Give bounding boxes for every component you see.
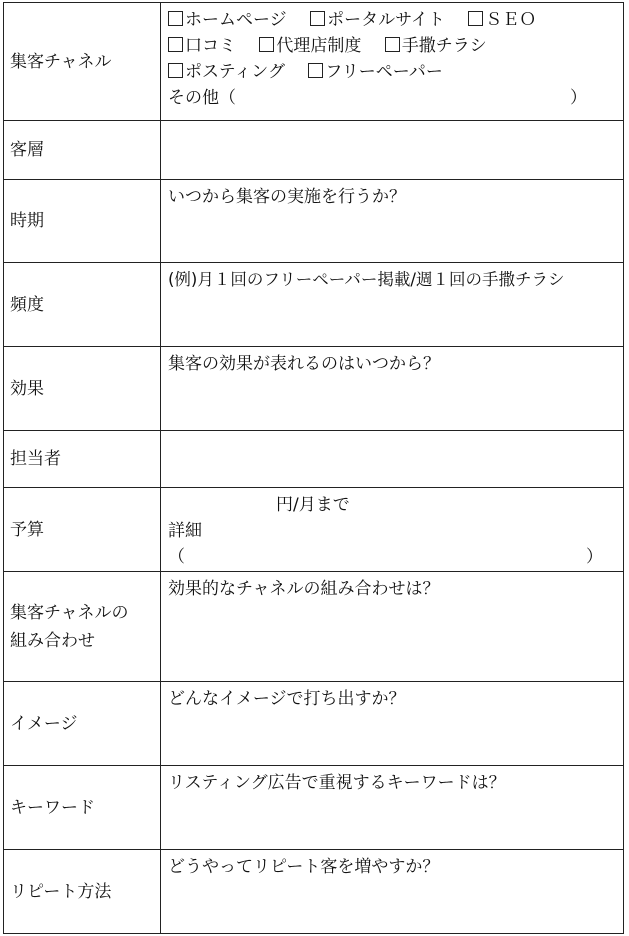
budget-content <box>161 488 624 572</box>
row-label: イメージ <box>4 682 161 766</box>
checkbox-option[interactable]: ホームページ <box>168 7 287 33</box>
checkbox-icon[interactable] <box>168 11 183 26</box>
detail-open: （ <box>168 547 185 567</box>
label-line: 集客チャネルの <box>10 602 129 623</box>
row-label: 時期 <box>4 180 161 263</box>
row-content[interactable]: どうやってリピート客を増やすか？ <box>161 850 624 934</box>
row-label: 効果 <box>4 347 161 431</box>
row-label: 頻度 <box>4 263 161 347</box>
row-label: 担当者 <box>4 431 161 488</box>
budget-amount[interactable]: 円/月まで <box>276 495 350 515</box>
row-content[interactable]: 効果的なチャネルの組み合わせは？ <box>161 572 624 682</box>
checkbox-icon[interactable] <box>310 11 325 26</box>
table-row-repeat <box>4 850 624 934</box>
checkbox-icon[interactable] <box>168 37 183 52</box>
checkbox-option[interactable]: 代理店制度 <box>259 33 361 59</box>
table-row-person <box>4 431 624 488</box>
other-label: その他（ <box>168 88 236 108</box>
row-label: 客層 <box>4 121 161 180</box>
table-row-effect <box>4 347 624 431</box>
table-row-combination <box>4 572 624 682</box>
options-row <box>168 59 623 85</box>
row-label: キーワード <box>4 766 161 850</box>
row-content[interactable] <box>161 121 624 180</box>
label-line: 組み合わせ <box>10 630 95 651</box>
options-row <box>168 33 623 59</box>
row-content[interactable]: (例)月１回のフリーペーパー掲載/週１回の手撒チラシ <box>161 263 624 347</box>
other-close: ） <box>570 88 587 108</box>
detail-label: 詳細 <box>168 521 202 541</box>
table-row-channels <box>4 3 624 121</box>
checkbox-icon[interactable] <box>259 37 274 52</box>
checkbox-option[interactable]: フリーペーパー <box>308 59 442 85</box>
row-label: 予算 <box>4 488 161 572</box>
options-row <box>168 7 623 33</box>
table-row-budget <box>4 488 624 572</box>
table-row-timing <box>4 180 624 263</box>
detail-field[interactable] <box>168 544 623 570</box>
checkbox-icon[interactable] <box>385 37 400 52</box>
planning-sheet <box>3 2 624 934</box>
row-label <box>4 572 161 682</box>
checkbox-icon[interactable] <box>168 63 183 78</box>
checkbox-option[interactable]: 手撒チラシ <box>385 33 487 59</box>
row-label: 集客チャネル <box>4 3 161 121</box>
checkbox-option[interactable]: ポスティング <box>168 59 285 85</box>
table-row-frequency <box>4 263 624 347</box>
row-label: リピート方法 <box>4 850 161 934</box>
detail-close: ） <box>586 547 603 567</box>
row-content[interactable]: リスティング広告で重視するキーワードは？ <box>161 766 624 850</box>
table-row-keyword <box>4 766 624 850</box>
row-content[interactable]: どんなイメージで打ち出すか？ <box>161 682 624 766</box>
checkbox-icon[interactable] <box>308 63 323 78</box>
row-content[interactable]: 集客の効果が表れるのはいつから？ <box>161 347 624 431</box>
row-content[interactable]: いつから集客の実施を行うか？ <box>161 180 624 263</box>
checkbox-icon[interactable] <box>468 11 483 26</box>
table-row-customer <box>4 121 624 180</box>
planning-table <box>3 2 624 934</box>
other-field[interactable] <box>168 85 623 111</box>
row-content[interactable] <box>161 431 624 488</box>
checkbox-option[interactable]: 口コミ <box>168 33 236 59</box>
channel-options <box>161 3 624 121</box>
table-row-image <box>4 682 624 766</box>
checkbox-option[interactable]: ポータルサイト <box>310 7 445 33</box>
checkbox-option[interactable]: ＳＥＯ <box>468 7 536 33</box>
